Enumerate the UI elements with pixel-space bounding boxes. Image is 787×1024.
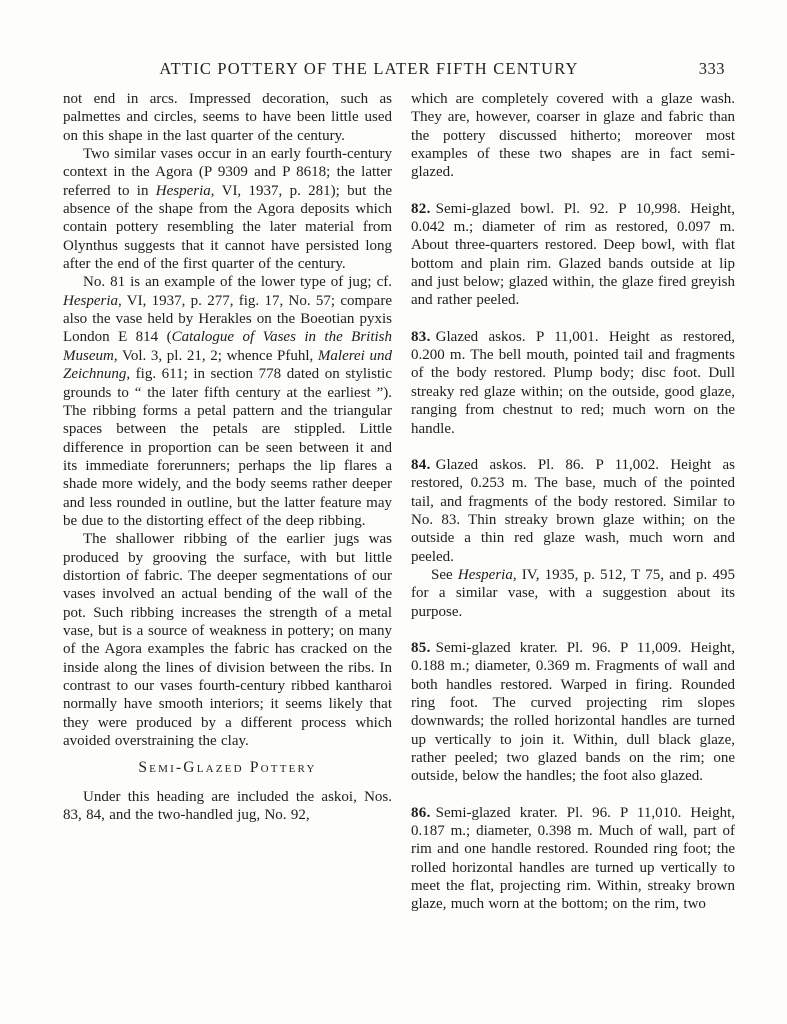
running-title: ATTIC POTTERY OF THE LATER FIFTH CENTURY xyxy=(159,59,579,78)
paragraph xyxy=(63,145,392,273)
italic-citation: Hesperia xyxy=(457,566,513,583)
paragraph xyxy=(63,530,392,750)
entry-text: Glazed askos. Pl. 86. P 11,002. Height as restored, 0.253 m. The base, much of the pointed tail, and fragments of the body restored. Similar to No. 83. Thin streaky brown glaze within; on the outside a thin red glaze wash, much worn and peeled. xyxy=(411,456,735,565)
paragraph-text: , IV, 1935, p. 512, T 75, and p. 495 for a similar vase, with a suggestion about its purpose. xyxy=(411,566,735,620)
section-heading: Semi-Glazed Pottery xyxy=(138,759,317,777)
catalogue-entry-82 xyxy=(411,200,735,310)
left-column xyxy=(63,90,392,824)
entry-number: 86. xyxy=(411,804,431,821)
paragraph xyxy=(63,273,392,530)
italic-citation: Malerei und Zeichnung xyxy=(63,347,392,383)
entry-text: Semi-glazed bowl. Pl. 92. P 10,998. Height, 0.042 m.; diameter of rim as restored, 0.097 m. About three-quarters restored. Deep bowl, with flat bottom and plain rim. Glazed bands outside at lip and just below; glazed within, the glaze fired greyish and rather peeled. xyxy=(411,200,735,309)
italic-citation: Catalogue of Vases in the British Museum xyxy=(63,329,392,364)
paragraph-text: , VI, 1937, p. 277, fig. 17, No. 57; compare also the vase held by Herakles on the Boeotian pyxis London E 814 ( xyxy=(63,292,392,346)
paragraph-text: , fig. 611; in section 778 dated on stylistic grounds to “ the later fifth century at the earliest ”). The ribbing forms a petal pattern and the triangular spaces between the petals are stippled. Little difference in proportion can be seen between it and its immediate forerunners; perhaps the lip flares a shade more widely, and the body seems rather deeper and less rounded in outline, but the latter feature may be due to the distorting effect of the deep ribbing. xyxy=(63,366,392,529)
paragraph-text: No. 81 is an example of the lower type of jug; cf. xyxy=(83,274,392,291)
entry-number: 82. xyxy=(411,200,431,217)
entry-text: Semi-glazed krater. Pl. 96. P 11,009. Height, 0.188 m.; diameter, 0.369 m. Fragments of wall and both handles restored. Warped in firing. Rounded ring foot. The curved projecting rim slopes downwards; the rolled horizontal handles are turned up vertically to join it. Within, dull black glaze, rather peeled; two glazed bands on the rim; one outside, below the handles; the foot also glazed. xyxy=(411,639,735,785)
paragraph-text: , Vol. 3, pl. 21, 2; whence Pfuhl, xyxy=(113,347,318,364)
paragraph-continuation xyxy=(63,90,392,145)
italic-citation: Hesperia xyxy=(155,182,211,199)
paragraph-text: not end in arcs. Impressed decoration, such as palmettes and circles, seems to have been little used on this shape in the last quarter of the century. xyxy=(63,91,392,144)
entry-text: Glazed askos. P 11,001. Height as restored, 0.200 m. The bell mouth, pointed tail and fragments of the body restored. Plump body; disc foot. Dull streaky red glaze within; on the outside, good glaze, ranging from chestnut to red; much worn on the handle. xyxy=(411,328,735,437)
paragraph-text: See xyxy=(431,566,458,583)
page-number: 333 xyxy=(698,59,725,78)
catalogue-entry-86 xyxy=(411,804,735,914)
paragraph-text: The shallower ribbing of the earlier jugs was produced by grooving the surface, with but little distortion of fabric. The deeper segmentations of our vases involved an actual bending of the wall of the pot. Such ribbing increases the strength of a metal vase, but is a source of weakness in pottery; on many of the Agora examples the fabric has cracked on the inside along the lines of division between the ribs. In contrast to our vases fourth-century ribbed kantharoi normally have smooth interiors; it seems likely that they were produced by a different process which avoided overstraining the clay. xyxy=(63,531,392,750)
catalogue-entry-84-note xyxy=(411,566,735,621)
entry-text: Semi-glazed krater. Pl. 96. P 11,010. Height, 0.187 m.; diameter, 0.398 m. Much of wall, part of rim and one handle restored. Rounded ring foot; the rolled horizontal handles are turned up vertically to meet the flat, projecting rim. Within, streaky brown glaze, much worn at the bottom; on the rim, two xyxy=(411,804,735,913)
entry-number: 84. xyxy=(411,456,431,473)
entry-number: 85. xyxy=(411,639,431,656)
paragraph-continuation xyxy=(411,90,735,182)
running-header xyxy=(63,59,735,79)
catalogue-entry-83 xyxy=(411,328,735,438)
catalogue-entry-84 xyxy=(411,456,735,566)
catalogue-entry-85 xyxy=(411,639,735,786)
paragraph-text: which are completely covered with a glaze wash. They are, however, coarser in glaze and fabric than the pottery discussed hitherto; moreover most examples of these two shapes are in fact semi-glazed. xyxy=(411,91,735,181)
paragraph-text: , VI, 1937, p. 281); but the absence of the shape from the Agora deposits which contain pottery resembling the later material from Olynthus suggests that it cannot have persisted long after the end of the first quarter of the century. xyxy=(63,182,393,273)
paragraph-text: Two similar vases occur in an early fourth-century context in the Agora (P 9309 and P 8618; the latter referred to in xyxy=(63,146,392,199)
paragraph xyxy=(63,788,392,825)
right-column xyxy=(411,90,735,914)
italic-citation: Hesperia xyxy=(63,292,118,309)
entry-number: 83. xyxy=(411,328,431,345)
paragraph-text: Under this heading are included the askoi, Nos. 83, 84, and the two-handled jug, No. 92, xyxy=(63,788,392,824)
